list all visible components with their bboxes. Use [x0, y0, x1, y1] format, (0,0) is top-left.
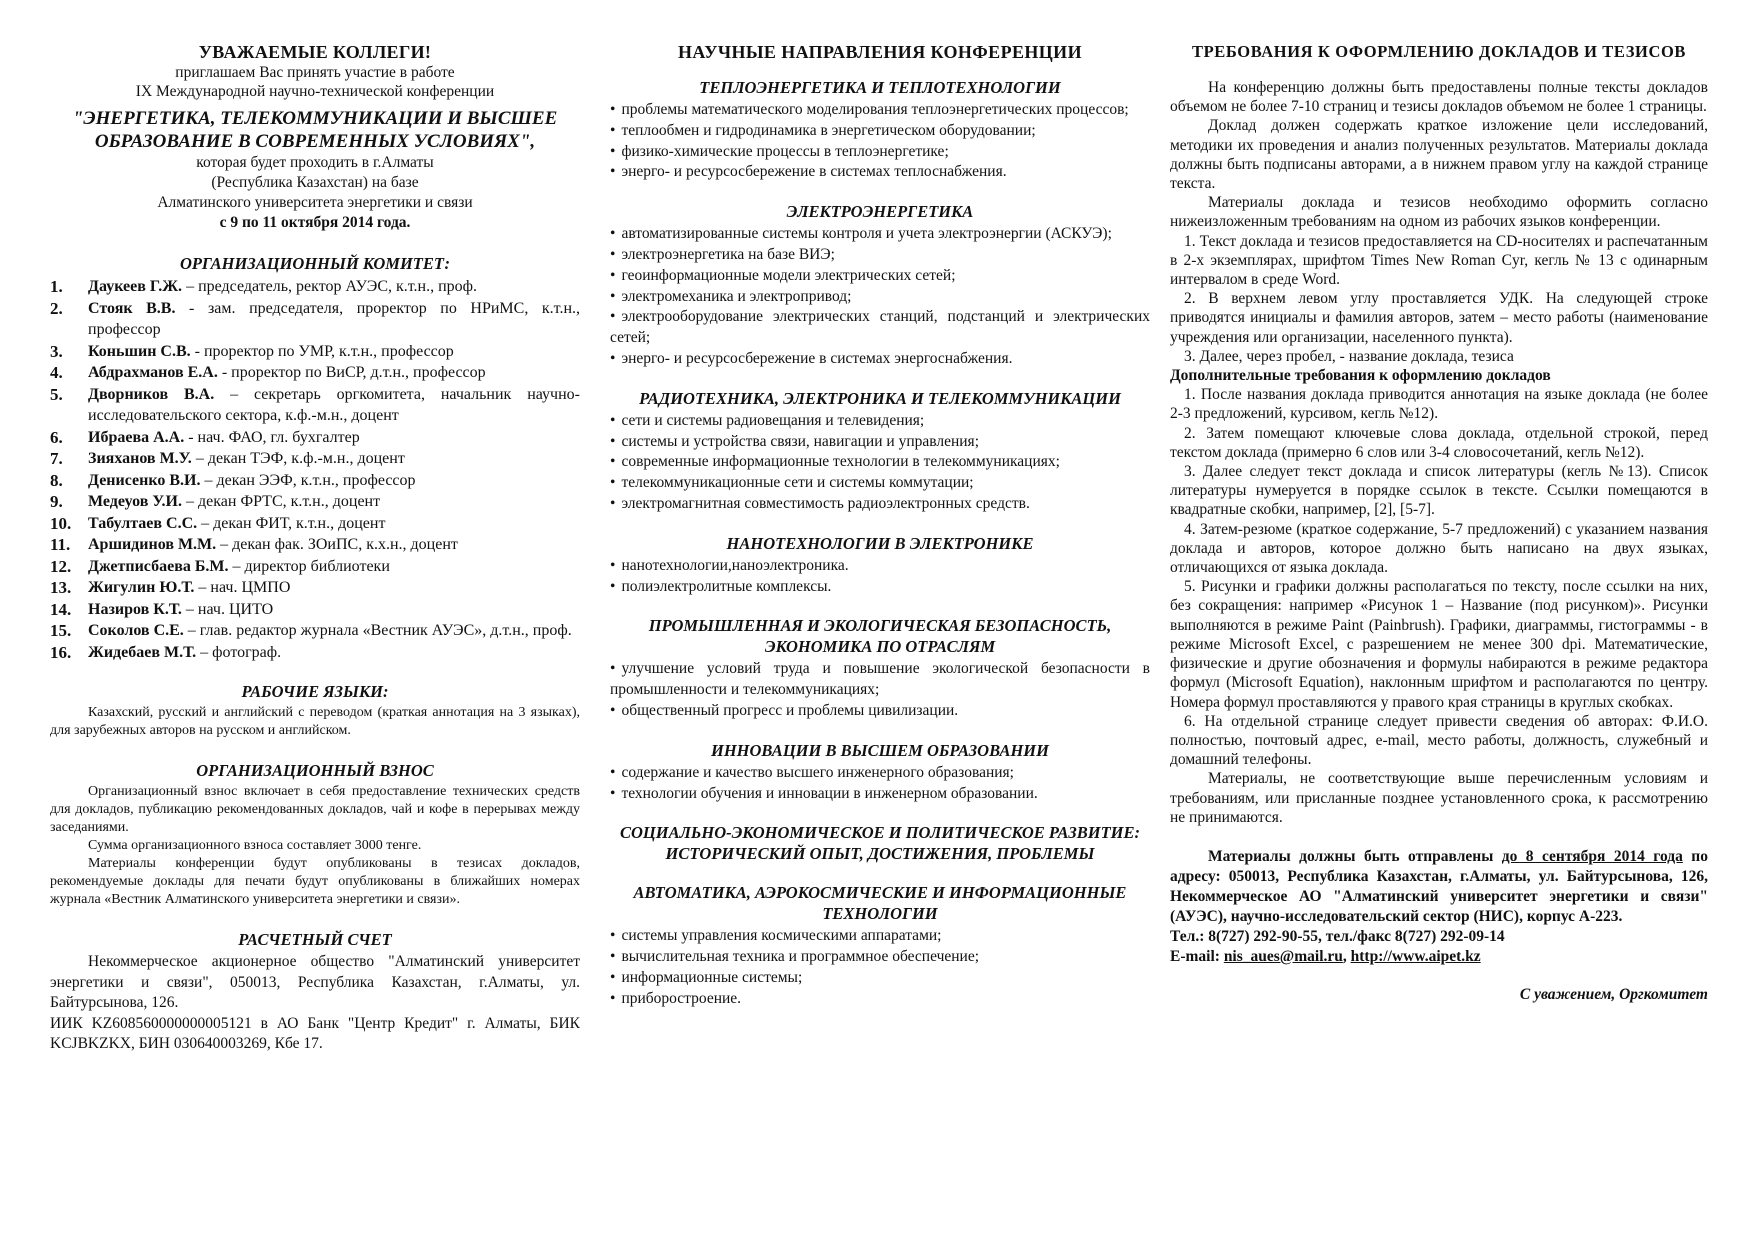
member-text: [88, 513, 580, 535]
member-number: 13.: [50, 578, 72, 597]
bullet-icon: •: [610, 763, 616, 781]
member-role: – секретарь оргкомитета, начальник научно-исследовательского сектора, к.ф.-м.н., доцент: [88, 385, 580, 424]
extra-requirements-heading: Дополнительные требования к оформлению докладов: [1170, 367, 1551, 385]
direction-items: [610, 224, 1150, 370]
direction-item: [610, 968, 1150, 989]
member-role: - нач. ФАО, гл. бухгалтер: [184, 428, 360, 446]
bullet-icon: •: [610, 453, 616, 471]
direction-title: РАДИОТЕХНИКА, ЭЛЕКТРОНИКА И ТЕЛЕКОММУНИКАЦИИ: [639, 388, 1121, 408]
bullet-icon: •: [610, 927, 616, 945]
direction-item: [610, 142, 1150, 163]
bullet-icon: •: [610, 494, 616, 512]
bullet-icon: •: [610, 968, 616, 986]
member-name: Ибраева А.А.: [88, 428, 185, 446]
member-role: - проректор по ВиСР, д.т.н., профессор: [217, 364, 486, 381]
member-role: – фотограф.: [196, 643, 282, 661]
bullet-icon: •: [610, 411, 616, 429]
direction-title: НАНОТЕХНОЛОГИИ В ЭЛЕКТРОНИКЕ: [726, 533, 1034, 553]
place-line-1: которая будет проходить в г.Алматы: [196, 154, 434, 171]
direction-title: АВТОМАТИКА, АЭРОКОСМИЧЕСКИЕ И ИНФОРМАЦИОННЫЕ ТЕХНОЛОГИИ: [633, 883, 1127, 924]
committee-member: [50, 534, 580, 556]
direction-item-text: общественный прогресс и проблемы цивилизации.: [621, 701, 959, 719]
member-role: – декан ФИТ, к.т.н., доцент: [197, 514, 386, 532]
contact-separator: ,: [1342, 947, 1351, 965]
direction-item: [610, 784, 1150, 805]
direction-item-text: системы и устройства связи, навигации и управления;: [621, 432, 979, 450]
member-number: 15.: [50, 621, 72, 640]
bullet-icon: •: [610, 577, 616, 595]
direction-item-text: современные информационные технологии в телекоммуникациях;: [621, 453, 1060, 471]
bullet-icon: •: [610, 556, 616, 574]
direction-item-text: технологии обучения и инновации в инженерном образовании.: [621, 784, 1038, 802]
place-line-3: Алматинского университета энергетики и связи: [157, 194, 473, 211]
bullet-icon: •: [610, 989, 616, 1007]
direction-item-text: улучшение условий труда и повышение экологической безопасности в промышленности и телекоммуникациях;: [610, 660, 1150, 699]
member-text: [88, 534, 580, 556]
direction-item: [610, 245, 1150, 266]
member-role: – директор библиотеки: [228, 557, 390, 575]
place-line-2: (Республика Казахстан) на базе: [211, 174, 419, 191]
bullet-icon: •: [610, 701, 616, 719]
direction-item-text: полиэлектролитные комплексы.: [621, 577, 832, 595]
committee-list: [50, 276, 580, 663]
bullet-icon: •: [610, 948, 616, 966]
member-number: 4.: [50, 363, 63, 382]
member-role: – декан ТЭФ, к.ф.-м.н., доцент: [191, 450, 405, 467]
submission-prefix: Материалы должны быть отправлены: [1208, 847, 1502, 865]
direction-items: [610, 659, 1150, 721]
bullet-icon: •: [610, 163, 616, 181]
member-number: 7.: [50, 449, 63, 468]
direction-items: [610, 763, 1150, 805]
member-role: – декан фак. ЗОиПС, к.х.н., доцент: [216, 536, 458, 553]
extra-rule-2: 2. Затем помещают ключевые слова доклада, отдельной строкой, перед текстом доклада (примерно 6 слов или 3-4 словосочетаний, кегль №12).: [1170, 424, 1708, 461]
member-name: Жигулин Ю.Т.: [88, 579, 195, 596]
member-name: Джетписбаева Б.М.: [88, 557, 229, 575]
committee-member: [50, 276, 580, 298]
member-role: – декан ФРТС, к.т.н., доцент: [182, 493, 381, 510]
member-text: [88, 577, 580, 599]
direction-items: [610, 411, 1150, 515]
directions-list: [610, 77, 1150, 1010]
column-requirements: [1170, 42, 1708, 1004]
submission-address: [1170, 847, 1708, 927]
direction-item: [610, 307, 1150, 349]
account-paragraph-1: Некоммерческое акционерное общество "Алматинский университет энергетики и связи", 050013, Республика Казахстан, г.Алматы, ул. Байтурсынова, 126.: [50, 953, 580, 1011]
phones: Тел.: 8(727) 292-90-55, тел./факс 8(727) 292-09-14: [1170, 927, 1505, 945]
direction-item: [610, 926, 1150, 947]
bullet-icon: •: [610, 245, 616, 263]
committee-member: [50, 556, 580, 578]
committee-member: [50, 620, 580, 642]
direction-item: [610, 121, 1150, 142]
direction-item: [610, 763, 1150, 784]
direction-item: [610, 411, 1150, 432]
member-text: [88, 362, 580, 384]
direction-title: СОЦИАЛЬНО-ЭКОНОМИЧЕСКОЕ И ПОЛИТИЧЕСКОЕ РАЗВИТИЕ: ИСТОРИЧЕСКИЙ ОПЫТ, ДОСТИЖЕНИЯ, ПРОБЛЕМЫ: [619, 823, 1140, 864]
requirements-heading: ТРЕБОВАНИЯ К ОФОРМЛЕНИЮ ДОКЛАДОВ И ТЕЗИСОВ: [1192, 42, 1686, 61]
bullet-icon: •: [610, 660, 616, 678]
req-rule-2: 2. В верхнем левом углу проставляется УДК. На следующей строке приводятся инициалы и фамилия авторов, затем – место работы (наименование учреждения или организации, населенного пункта).: [1170, 290, 1708, 346]
member-text: [88, 642, 580, 664]
committee-member: [50, 341, 580, 363]
direction-title: ПРОМЫШЛЕННАЯ И ЭКОЛОГИЧЕСКАЯ БЕЗОПАСНОСТЬ, ЭКОНОМИКА ПО ОТРАСЛЯМ: [648, 616, 1112, 657]
languages-text: Казахский, русский и английский с переводом (краткая аннотация на 3 языках), для зарубежных авторов на русском и английском.: [50, 705, 580, 738]
direction-items: [610, 926, 1150, 1009]
member-role: – декан ЭЭФ, к.т.н., профессор: [200, 471, 416, 489]
website-link[interactable]: http://www.aipet.kz: [1350, 947, 1481, 965]
extra-rule-4: 4. Затем-резюме (краткое содержание, 5-7 предложений) с указанием названия доклада и авторов, которое должно быть написано на двух языках, отличающихся от языка доклада.: [1170, 520, 1708, 577]
direction-item: [610, 100, 1150, 121]
bullet-icon: •: [610, 121, 616, 139]
bullet-icon: •: [610, 287, 616, 305]
direction-item: [610, 452, 1150, 473]
member-number: 12.: [50, 556, 72, 576]
direction-item: [610, 287, 1150, 308]
direction-item-text: содержание и качество высшего инженерного образования;: [621, 763, 1014, 781]
submission-address-text: по адресу: 050013, Республика Казахстан, г.Алматы, ул. Байтурсынова, 126, Некоммерческое АО "Алматинский университет энергетики и связи" (АУЭС), научно-исследовательский сектор (НИС), корпус А-223.: [1170, 847, 1708, 925]
member-number: 16.: [50, 642, 72, 662]
member-number: 6.: [50, 427, 63, 447]
column-invitation: [50, 42, 580, 1055]
committee-member: [50, 599, 580, 621]
member-number: 2.: [50, 298, 63, 318]
direction-item: [610, 989, 1150, 1010]
member-text: [88, 427, 580, 449]
member-name: Назиров К.Т.: [88, 600, 182, 618]
direction-item: [610, 473, 1150, 494]
member-text: [88, 620, 580, 642]
direction-item-text: нанотехнологии,наноэлектроника.: [621, 556, 849, 574]
member-role: - проректор по УМР, к.т.н., профессор: [190, 342, 454, 360]
submission-deadline: до 8 сентября 2014 года: [1501, 847, 1683, 865]
direction-item-text: автоматизированные системы контроля и учета электроэнергии (АСКУЭ);: [621, 225, 1112, 243]
direction-item: [610, 701, 1150, 722]
direction-title: ТЕПЛОЭНЕРГЕТИКА И ТЕПЛОТЕХНОЛОГИИ: [699, 78, 1061, 97]
member-name: Коньшин С.В.: [88, 342, 191, 360]
bullet-icon: •: [610, 266, 616, 284]
member-number: 1.: [50, 277, 63, 296]
extra-rule-5: 5. Рисунки и графики должны располагаться по тексту, после ссылки на них, без сокращения: например «Рисунок 1 – Название (под рисунком)». Рисунки выполняются в режиме Paint (Painbrush). Графики, диаграммы, гистограммы - в режиме Microsoft Excel, с разрешением не менее 300 dpi. Математические, физические и другие обозначения и формулы набираются в режиме редактора формул (Microsoft Equation), наклонным шрифтом и располагаются по центру. Номера формул проставляются у правого края страницы в круглых скобках.: [1170, 578, 1708, 711]
req-paragraph-2: Доклад должен содержать краткое изложение цели исследований, методики их проведения и анализ полученных результатов. Материалы доклада должны быть подписаны авторами, а в нижнем правом углу на каждой странице текста.: [1170, 117, 1708, 193]
signature: С уважением, Оргкомитет: [1519, 985, 1708, 1003]
invite-line-1: приглашаем Вас принять участие в работе: [175, 64, 455, 81]
conference-name: "ЭНЕРГЕТИКА, ТЕЛЕКОММУНИКАЦИИ И ВЫСШЕЕ ОБРАЗОВАНИЕ В СОВРЕМЕННЫХ УСЛОВИЯХ",: [72, 108, 558, 152]
committee-member: [50, 642, 580, 664]
direction-item: [610, 494, 1150, 515]
committee-member: [50, 491, 580, 513]
member-role: – глав. редактор журнала «Вестник АУЭС», д.т.н., проф.: [183, 622, 572, 639]
contacts-line: [1170, 947, 1708, 967]
direction-item-text: приборостроение.: [621, 989, 742, 1007]
languages-heading: РАБОЧИЕ ЯЗЫКИ:: [241, 682, 389, 701]
committee-member: [50, 362, 580, 384]
member-text: [88, 276, 580, 298]
req-paragraph-3: Материалы доклада и тезисов необходимо оформить согласно нижеизложенным требованиям на одном из рабочих языков конференции.: [1170, 194, 1708, 231]
direction-item-text: электромагнитная совместимость радиоэлектронных средств.: [621, 494, 1030, 512]
member-role: - зам. председателя, проректор по НРиМС, к.т.н., профессор: [88, 299, 581, 338]
conference-dates: с 9 по 11 октября 2014 года.: [219, 214, 411, 231]
committee-member: [50, 577, 580, 599]
rejection-note: Материалы, не соответствующие выше перечисленным условиям и требованиям, или присланные позднее установленного срока, к рассмотрению не принимаются.: [1170, 770, 1708, 826]
direction-item: [610, 224, 1150, 245]
member-number: 3.: [50, 341, 63, 361]
invite-line-2: IX Международной научно-технической конференции: [135, 83, 495, 100]
direction-item: [610, 162, 1150, 183]
member-text: [88, 448, 580, 470]
member-name: Жидебаев М.Т.: [88, 643, 197, 661]
member-text: [88, 298, 580, 341]
email-link[interactable]: nis_aues@mail.ru: [1223, 947, 1343, 965]
committee-member: [50, 384, 580, 427]
fee-paragraph-3: Материалы конференции будут опубликованы в тезисах докладов, рекомендуемые доклады для печати будут опубликованы в ближайших номерах журнала «Вестник Алматинского университета энергетики и связи».: [50, 856, 580, 907]
direction-item-text: электрооборудование электрических станций, подстанций и электрических сетей;: [610, 308, 1150, 347]
member-text: [88, 599, 580, 621]
bullet-icon: •: [610, 784, 616, 802]
direction-item-text: системы управления космическими аппаратами;: [621, 927, 942, 945]
member-name: Денисенко В.И.: [88, 471, 201, 489]
req-rule-1: 1. Текст доклада и тезисов предоставляется на CD-носителях и распечатанным в 2-х экземплярах, шрифтом Times New Roman Cyr, кегль № 13 с одинарным интервалом в среде Word.: [1170, 232, 1708, 289]
member-name: Аршидинов М.М.: [88, 536, 217, 553]
direction-item-text: проблемы математического моделирования теплоэнергетических процессов;: [621, 101, 1129, 118]
direction-item: [610, 577, 1150, 598]
member-text: [88, 341, 580, 363]
member-number: 8.: [50, 470, 63, 490]
committee-member: [50, 448, 580, 470]
committee-member: [50, 298, 580, 341]
directions-heading: НАУЧНЫЕ НАПРАВЛЕНИЯ КОНФЕРЕНЦИИ: [678, 42, 1082, 62]
direction-item-text: физико-химические процессы в теплоэнергетике;: [621, 142, 949, 160]
direction-item-text: электромеханика и электропривод;: [621, 287, 852, 305]
bullet-icon: •: [610, 349, 616, 367]
direction-item-text: энерго- и ресурсосбережение в системах энергоснабжения.: [621, 349, 1013, 367]
member-name: Табултаев С.С.: [88, 514, 198, 532]
member-text: [88, 556, 580, 578]
direction-items: [610, 100, 1150, 183]
direction-item: [610, 947, 1150, 968]
direction-title: ИННОВАЦИИ В ВЫСШЕМ ОБРАЗОВАНИИ: [711, 740, 1049, 760]
member-name: Зияханов М.У.: [88, 450, 192, 467]
direction-item: [610, 349, 1150, 370]
member-name: Абдрахманов Е.А.: [88, 364, 218, 381]
account-heading: РАСЧЕТНЫЙ СЧЕТ: [238, 930, 392, 949]
member-text: [88, 384, 580, 427]
extra-rule-6: 6. На отдельной странице следует привести сведения об авторах: Ф.И.О. полностью, почтовый адрес, e-mail, место работы, должность, служебный и домашний телефоны.: [1170, 712, 1708, 769]
direction-item-text: электроэнергетика на базе ВИЭ;: [621, 245, 835, 263]
fee-paragraph-2: Сумма организационного взноса составляет 3000 тенге.: [88, 838, 422, 853]
member-number: 9.: [50, 492, 63, 511]
bullet-icon: •: [610, 142, 616, 160]
direction-item: [610, 432, 1150, 453]
req-rule-3: 3. Далее, через пробел, - название доклада, тезиса: [1184, 347, 1514, 365]
fee-paragraph-1: Организационный взнос включает в себя предоставление технических средств для докладов, публикацию рекомендованных докладов, чай и кофе в перерывах между заседаниями.: [50, 784, 580, 835]
member-number: 10.: [50, 513, 72, 533]
direction-item: [610, 556, 1150, 577]
bullet-icon: •: [610, 474, 616, 492]
email-label: E-mail:: [1170, 947, 1224, 965]
committee-member: [50, 513, 580, 535]
direction-item-text: энерго- и ресурсосбережение в системах теплоснабжения.: [621, 163, 1007, 181]
greeting: УВАЖАЕМЫЕ КОЛЛЕГИ!: [198, 42, 432, 62]
member-number: 5.: [50, 384, 63, 404]
direction-item-text: вычислительная техника и программное обеспечение;: [621, 948, 980, 966]
direction-item: [610, 659, 1150, 701]
committee-heading: ОРГАНИЗАЦИОННЫЙ КОМИТЕТ:: [179, 254, 451, 273]
direction-item: [610, 266, 1150, 287]
bullet-icon: •: [610, 101, 616, 118]
member-number: 14.: [50, 599, 72, 619]
committee-member: [50, 427, 580, 449]
member-number: 11.: [50, 535, 71, 554]
extra-rule-1: 1. После названия доклада приводится аннотация на языке доклада (не более 2-3 предложений, курсивом, кегль №12).: [1170, 386, 1708, 423]
member-text: [88, 491, 580, 513]
member-name: Соколов С.Е.: [88, 622, 184, 639]
committee-member: [50, 470, 580, 492]
account-paragraph-2: ИИК KZ608560000000005121 в АО Банк "Центр Кредит" г. Алматы, БИК KCJBKZKX, БИН 030640003269, Кбе 17.: [50, 1014, 580, 1052]
req-paragraph-1: На конференцию должны быть предоставлены полные тексты докладов объемом не более 7-10 страниц и тезисы докладов объемом не более 1 страницы.: [1170, 79, 1708, 116]
direction-item-text: сети и системы радиовещания и телевидения;: [621, 411, 925, 429]
direction-item-text: геоинформационные модели электрических сетей;: [621, 266, 956, 284]
member-name: Даукеев Г.Ж.: [88, 278, 183, 295]
member-role: – председатель, ректор АУЭС, к.т.н., проф.: [182, 278, 478, 295]
member-role: – нач. ЦМПО: [194, 579, 291, 596]
member-role: – нач. ЦИТО: [181, 600, 274, 618]
bullet-icon: •: [610, 225, 616, 243]
bullet-icon: •: [610, 432, 616, 450]
member-name: Стояк В.В.: [88, 299, 176, 317]
direction-item-text: информационные системы;: [621, 968, 803, 986]
fee-heading: ОРГАНИЗАЦИОННЫЙ ВЗНОС: [196, 761, 434, 780]
member-name: Дворников В.А.: [88, 385, 215, 403]
member-text: [88, 470, 580, 492]
direction-item-text: телекоммуникационные сети и системы коммутации;: [621, 474, 974, 492]
direction-items: [610, 556, 1150, 598]
member-name: Медеуов У.И.: [88, 493, 182, 510]
column-directions: [610, 42, 1150, 1010]
direction-item-text: теплообмен и гидродинамика в энергетическом оборудовании;: [621, 121, 1036, 139]
direction-title: ЭЛЕКТРОЭНЕРГЕТИКА: [786, 202, 974, 222]
extra-rule-3: 3. Далее следует текст доклада и список литературы (кегль №13). Список литературы нумеруется в порядке ссылок в тексте. Ссылки помещаются в квадратные скобки, например, [2], [5-7].: [1170, 463, 1708, 519]
bullet-icon: •: [610, 308, 616, 326]
